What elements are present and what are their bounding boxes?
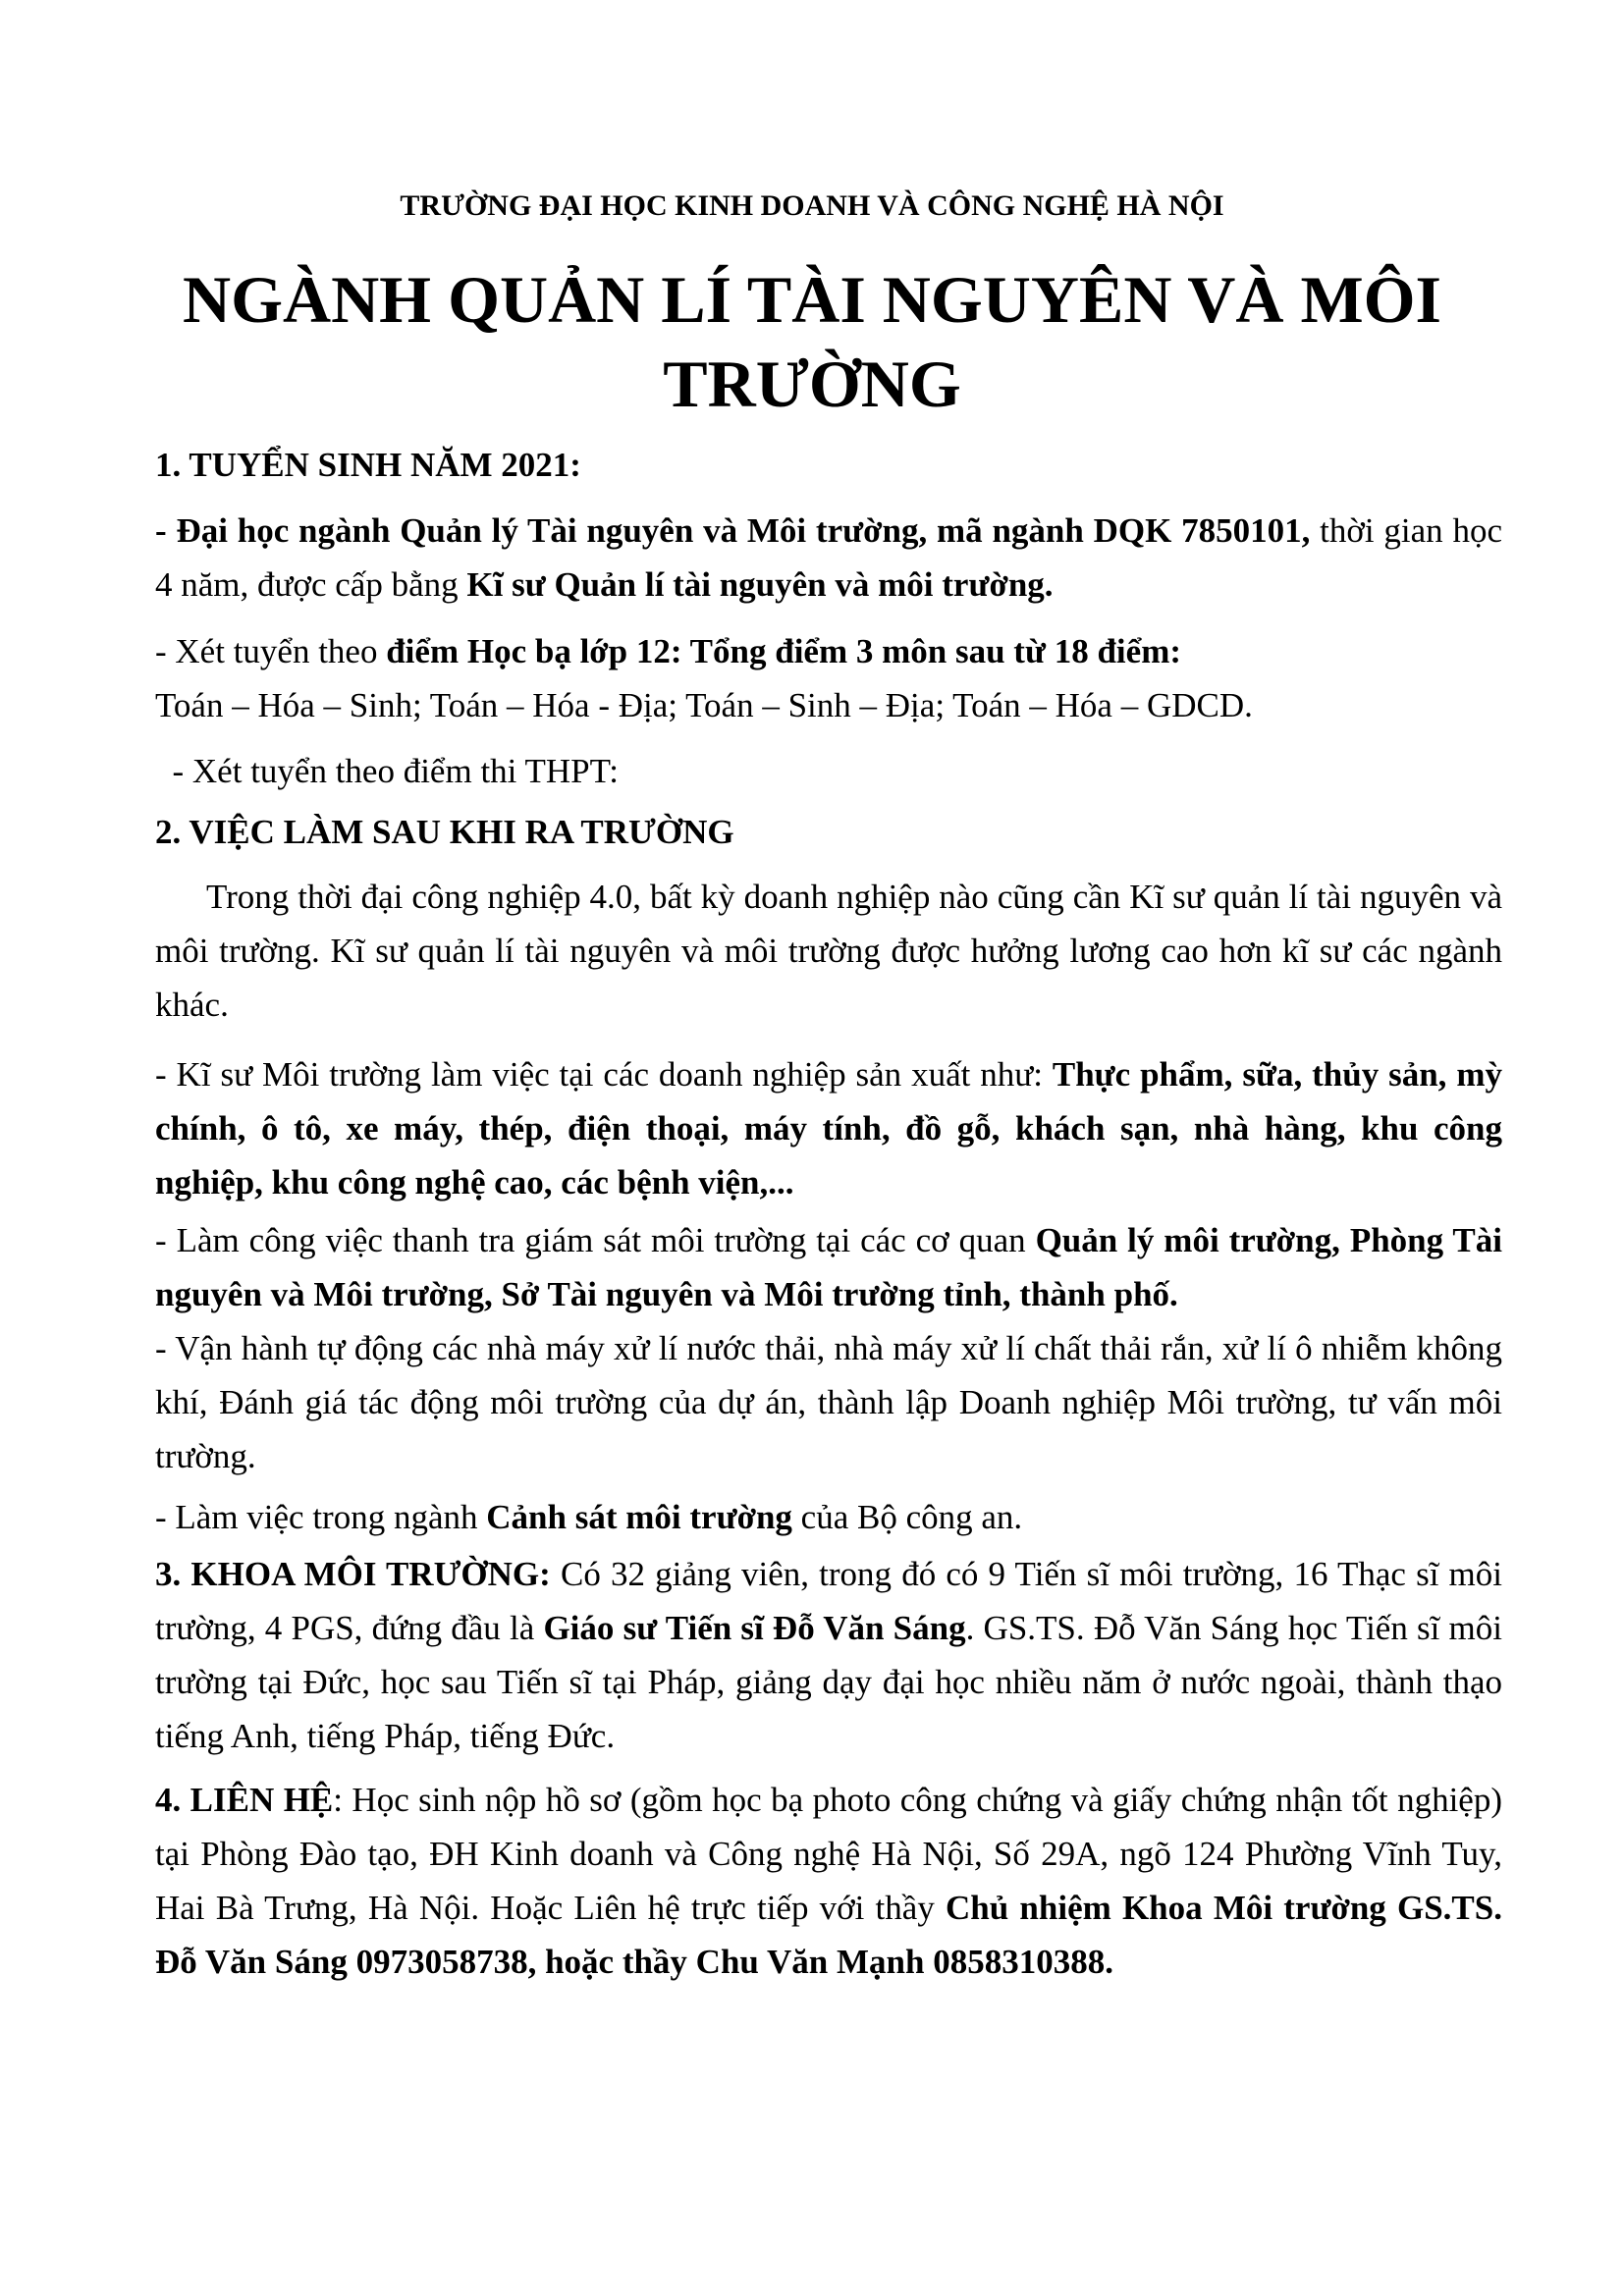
section-2-intro: Trong thời đại công nghiệp 4.0, bất kỳ doanh nghiệp nào cũng cần Kĩ sư quản lí tài nguyên và môi trường. Kĩ sư quản lí tài nguyên và môi trường được hưởng lương cao hơn kĩ sư các ngành khác. bbox=[155, 878, 1502, 1024]
employment-bullet-2-text: - Làm công việc thanh tra giám sát môi trường tại các cơ quan bbox=[155, 1221, 1036, 1259]
title-line-1: NGÀNH QUẢN LÍ TÀI NGUYÊN VÀ MÔI bbox=[182, 262, 1442, 337]
transcript-admission-line bbox=[155, 624, 1502, 678]
industries-bold: Thực phẩm, sữa, thủy sản, mỳ chính, ô tô, xe máy, thép, điện thoại, máy tính, đồ gỗ, khách sạn, nhà hàng, khu công nghiệp, khu công nghệ cao, các bệnh viện,... bbox=[155, 1055, 1502, 1201]
page-title bbox=[0, 257, 1624, 426]
degree-bold: Kĩ sư Quản lí tài nguyên và môi trường. bbox=[466, 565, 1054, 604]
section-4-text: : Học sinh nộp hồ sơ (gồm học bạ photo công chứng và giấy chứng nhận tốt nghiệp) tại Phòng Đào tạo, ĐH Kinh doanh và Công nghệ Hà Nội, Số 29A, ngõ 124 Phường Vĩnh Tuy, Hai Bà Trưng, Hà Nội. Hoặc Liên hệ trực tiếp với thầy bbox=[155, 1781, 1502, 1927]
subject-combinations: Toán – Hóa – Sinh; Toán – Hóa - Địa; Toán – Sinh – Địa; Toán – Hóa – GDCD. bbox=[155, 686, 1253, 724]
employment-bullet-4 bbox=[155, 1490, 1502, 1544]
employment-bullet-3: - Vận hành tự động các nhà máy xử lí nước thải, nhà máy xử lí chất thải rắn, xử lí ô nhiễm không khí, Đánh giá tác động môi trường của dự án, thành lập Doanh nghiệp Môi trường, tư vấn môi trường. bbox=[155, 1329, 1502, 1475]
section-3-text-1: Có 32 giảng viên, trong đó có 9 Tiến sĩ môi trường, 16 Thạc sĩ môi trường, 4 PGS, đứng đầu là bbox=[155, 1555, 1503, 1647]
police-bold: Cảnh sát môi trường bbox=[486, 1498, 792, 1536]
employment-bullet-1-text: - Kĩ sư Môi trường làm việc tại các doanh nghiệp sản xuất như: bbox=[155, 1055, 1053, 1094]
section-1-major-paragraph bbox=[155, 504, 1502, 612]
section-4-paragraph bbox=[155, 1773, 1502, 1989]
school-name: TRƯỜNG ĐẠI HỌC KINH DOANH VÀ CÔNG NGHỆ HÀ NỘI bbox=[400, 189, 1224, 222]
section-3-paragraph bbox=[155, 1547, 1502, 1763]
major-duration-text: thời gian học 4 năm, được cấp bằng bbox=[155, 511, 1503, 604]
title-line-2: TRƯỜNG bbox=[663, 347, 961, 421]
transcript-admission-text: - Xét tuyển theo bbox=[155, 632, 387, 670]
dean-name-bold: Giáo sư Tiến sĩ Đỗ Văn Sáng bbox=[543, 1609, 966, 1647]
employment-bullet-1 bbox=[155, 1047, 1502, 1209]
major-name-bold: - Đại học ngành Quản lý Tài nguyên và Môi trường, mã ngành DQK 7850101, bbox=[155, 511, 1311, 550]
contact-bold: Chủ nhiệm Khoa Môi trường GS.TS. Đỗ Văn Sáng 0973058738, hoặc thầy Chu Văn Mạnh 0858310388. bbox=[155, 1889, 1502, 1981]
section-3-heading: 3. KHOA MÔI TRƯỜNG: bbox=[155, 1555, 551, 1593]
employment-bullet-4-text: - Làm việc trong ngành bbox=[155, 1498, 487, 1536]
section-2-heading: 2. VIỆC LÀM SAU KHI RA TRƯỜNG bbox=[155, 813, 734, 851]
section-3-text-2: . GS.TS. Đỗ Văn Sáng học Tiến sĩ môi trường tại Đức, học sau Tiến sĩ tại Pháp, giảng dạy đại học nhiều năm ở nước ngoài, thành thạo tiếng Anh, tiếng Pháp, tiếng Đức. bbox=[155, 1609, 1502, 1755]
transcript-criteria-bold: điểm Học bạ lớp 12: Tổng điểm 3 môn sau từ 18 điểm: bbox=[386, 632, 1182, 670]
employment-bullet-4-tail: của Bộ công an. bbox=[791, 1498, 1023, 1536]
section-4-heading: 4. LIÊN HỆ bbox=[155, 1781, 334, 1819]
section-1-heading: 1. TUYỂN SINH NĂM 2021: bbox=[155, 446, 581, 484]
employment-bullet-2 bbox=[155, 1213, 1502, 1321]
thpt-admission-line: - Xét tuyển theo điểm thi THPT: bbox=[155, 752, 619, 790]
agencies-bold: Quản lý môi trường, Phòng Tài nguyên và Môi trường, Sở Tài nguyên và Môi trường tỉnh, thành phố. bbox=[155, 1221, 1502, 1313]
